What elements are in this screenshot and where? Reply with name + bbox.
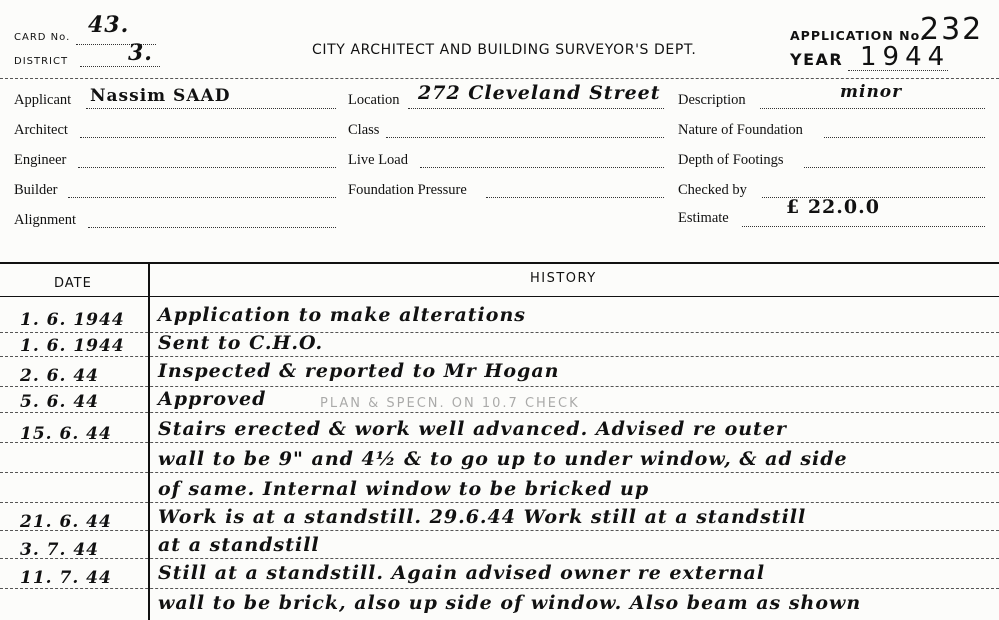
location-value: 272 Cleveland Street [418, 82, 661, 104]
ruled-line [0, 530, 999, 531]
card-no-label: CARD No. [14, 32, 71, 43]
applicant-label: Applicant [14, 92, 72, 108]
year-value: 1944 [860, 42, 951, 72]
row-history: Sent to C.H.O. [158, 332, 324, 354]
row-date: 1. 6. 1944 [20, 310, 125, 330]
estimate-value: £ 22.0.0 [786, 196, 880, 218]
header-bottom-border [0, 296, 999, 297]
row-history: wall to be brick, also up side of window. Also beam as shown [158, 592, 862, 614]
district-label: DISTRICT [14, 56, 69, 67]
plan-check-stamp: PLAN & SPECN. ON 10.7 CHECK [320, 396, 580, 411]
applicant-value: Nassim SAAD [90, 86, 231, 106]
row-date: 5. 6. 44 [20, 392, 99, 412]
row-date: 11. 7. 44 [20, 568, 112, 588]
estimate-line [742, 226, 985, 227]
ruled-line [0, 502, 999, 503]
district-value: 3. [128, 40, 153, 66]
description-line [760, 108, 985, 109]
ruled-line [0, 558, 999, 559]
nature-of-foundation-label: Nature of Foundation [678, 122, 803, 138]
builder-label: Builder [14, 182, 58, 198]
estimate-label: Estimate [678, 210, 729, 226]
engineer-line [78, 167, 336, 168]
applicant-line [86, 108, 336, 109]
depth-of-footings-label: Depth of Footings [678, 152, 784, 168]
row-date: 2. 6. 44 [20, 366, 99, 386]
application-label: APPLICATION No. [790, 28, 926, 43]
row-date: 3. 7. 44 [20, 540, 99, 560]
card-no-value: 43. [88, 12, 130, 38]
date-column-divider [148, 262, 150, 620]
row-history: at a standstill [158, 534, 320, 556]
row-history: Work is at a standstill. 29.6.44 Work still at a standstill [158, 506, 807, 528]
class-line [386, 137, 664, 138]
department-title: CITY ARCHITECT AND BUILDING SURVEYOR'S DEPT. [312, 42, 697, 58]
row-history: Still at a standstill. Again advised owner re external [158, 562, 766, 584]
ruled-line [0, 386, 999, 387]
ruled-line [0, 332, 999, 333]
row-history: Stairs erected & work well advanced. Advised re outer [158, 418, 787, 440]
district-line [80, 66, 160, 67]
date-header: DATE [54, 276, 92, 291]
builder-line [68, 197, 336, 198]
live-load-label: Live Load [348, 152, 408, 168]
depth-of-footings-line [804, 167, 985, 168]
ruled-line [0, 442, 999, 443]
application-number: 232 [920, 12, 984, 47]
live-load-line [420, 167, 664, 168]
history-header: HISTORY [530, 271, 597, 286]
location-label: Location [348, 92, 400, 108]
row-date: 15. 6. 44 [20, 424, 112, 444]
ruled-line [0, 588, 999, 589]
description-label: Description [678, 92, 746, 108]
architect-line [80, 137, 336, 138]
row-history: of same. Internal window to be bricked up [158, 478, 650, 500]
architect-label: Architect [14, 122, 68, 138]
foundation-pressure-label: Foundation Pressure [348, 182, 467, 198]
header-rule [0, 78, 999, 79]
alignment-label: Alignment [14, 212, 77, 228]
row-history: Approved [158, 388, 267, 410]
nature-of-foundation-line [824, 137, 985, 138]
alignment-line [88, 227, 336, 228]
foundation-pressure-line [486, 197, 664, 198]
ruled-line [0, 472, 999, 473]
row-history: Application to make alterations [158, 304, 526, 326]
ruled-line [0, 412, 999, 413]
row-history: Inspected & reported to Mr Hogan [158, 360, 560, 382]
row-date: 21. 6. 44 [20, 512, 112, 532]
class-label: Class [348, 122, 380, 138]
row-date: 1. 6. 1944 [20, 336, 125, 356]
location-line [408, 108, 664, 109]
engineer-label: Engineer [14, 152, 67, 168]
description-value: minor [840, 82, 903, 102]
ruled-line [0, 356, 999, 357]
year-line [848, 70, 948, 71]
year-label: YEAR [790, 50, 844, 69]
row-history: wall to be 9" and 4½ & to go up to under window, & ad side [158, 448, 848, 470]
checked-by-label: Checked by [678, 182, 747, 198]
